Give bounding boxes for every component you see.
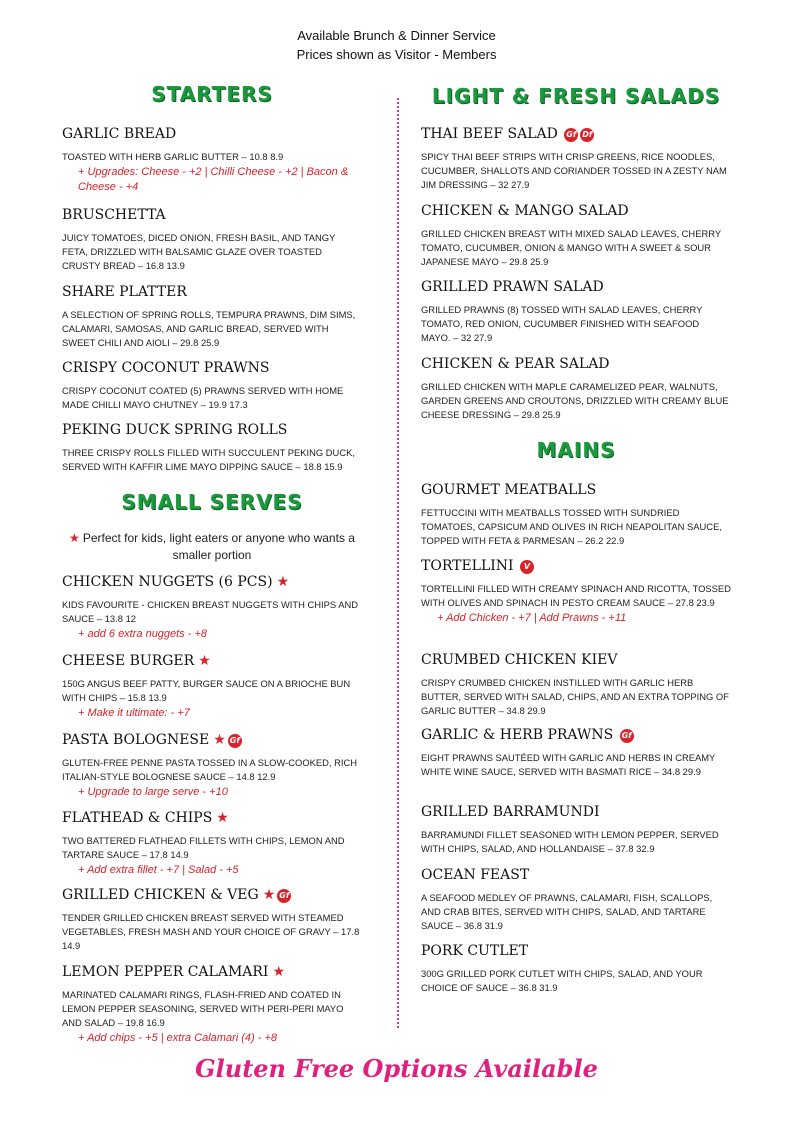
gluten-free-badge-icon: Gf — [564, 128, 578, 142]
column-divider — [397, 98, 399, 1028]
item-name: CHICKEN & MANGO SALAD — [421, 203, 629, 219]
item-name: CRUMBED CHICKEN KIEV — [421, 652, 618, 668]
item-description: GRILLED PRAWNS (8) TOSSED WITH SALAD LEAVES, CHERRY TOMATO, RED ONION, CUCUMBER FINISHED WITH SEAFOOD MAYO. – 32 27.9 — [421, 304, 703, 343]
dairy-free-badge-icon: Df — [580, 128, 594, 142]
star-icon: ★ — [69, 531, 80, 545]
item-name-row — [62, 963, 362, 981]
item-upgrade: + add 6 extra nuggets - +8 — [78, 628, 208, 640]
item-description: EIGHT PRAWNS SAUTÉED WITH GARLIC AND HERBS IN CREAMY WHITE WINE SAUCE, SERVED WITH BASMATI RICE – 34.8 29.9 — [421, 752, 716, 777]
item-name-row — [421, 726, 731, 744]
item-description: 300G GRILLED PORK CUTLET WITH CHIPS, SALAD, AND YOUR CHOICE OF SAUCE – 36.8 31.9 — [421, 968, 703, 993]
item-name: LEMON PEPPER CALAMARI — [62, 964, 269, 980]
item-upgrade: + Add extra fillet - +7 | Salad - +5 — [78, 864, 239, 876]
star-icon: ★ — [276, 574, 290, 590]
star-icon: ★ — [213, 732, 226, 748]
item-name-row — [62, 652, 362, 670]
item-name: PEKING DUCK SPRING ROLLS — [62, 422, 288, 438]
item-name: GARLIC BREAD — [62, 126, 177, 142]
item-name-row — [62, 886, 362, 904]
item-description: TOASTED WITH HERB GARLIC BUTTER – 10.8 8.9 — [62, 151, 284, 162]
menu-item-pasta-bolognese — [62, 731, 362, 800]
item-description: BARRAMUNDI FILLET SEASONED WITH LEMON PEPPER, SERVED WITH CHIPS, SALAD, AND HOLLANDAISE – 37.8 32.9 — [421, 829, 719, 854]
item-name-row — [421, 557, 731, 575]
item-description: GRILLED CHICKEN WITH MAPLE CARAMELIZED PEAR, WALNUTS, GARDEN GREENS AND CROUTONS, DRIZZLED WITH CREAMY BLUE CHEESE DRESSING – 29.8 25.9 — [421, 381, 729, 420]
menu-item-chicken-nuggets — [62, 573, 362, 642]
item-name: GRILLED BARRAMUNDI — [421, 804, 600, 820]
item-upgrade: + Upgrades: Cheese - +2 | Chilli Cheese - +2 | Bacon & Cheese - +4 — [78, 166, 349, 193]
star-icon: ★ — [198, 653, 211, 669]
section-title-salads: LIGHT & FRESH SALADS — [431, 84, 721, 108]
item-name: FLATHEAD & CHIPS — [62, 810, 213, 826]
menu-item-grilled-chicken-veg — [62, 886, 362, 953]
section-title-starters: STARTERS — [151, 82, 273, 106]
item-upgrade: + Add chips - +5 | extra Calamari (4) - +8 — [78, 1032, 278, 1044]
item-description: SPICY THAI BEEF STRIPS WITH CRISP GREENS, RICE NOODLES, CUCUMBER, SHALLOTS AND CORIANDER TOSSED IN A ZESTY NAM JIM DRESSING – 32 27.9 — [421, 151, 727, 190]
item-name: PORK CUTLET — [421, 943, 529, 959]
menu-item-share-platter — [62, 283, 362, 350]
item-description: THREE CRISPY ROLLS FILLED WITH SUCCULENT PEKING DUCK, SERVED WITH KAFFIR LIME MAYO DIPPING SAUCE – 18.8 15.9 — [62, 447, 355, 472]
item-description: CRISPY COCONUT COATED (5) PRAWNS SERVED WITH HOME MADE CHILLI MAYO CHUTNEY – 19.9 17.3 — [62, 385, 344, 410]
star-icon: ★ — [262, 887, 276, 903]
menu-item-bruschetta — [62, 206, 362, 273]
item-name: BRUSCHETTA — [62, 207, 166, 223]
menu-item-chicken-pear-salad — [421, 355, 731, 422]
item-upgrade: + Add Chicken - +7 | Add Prawns - +11 — [437, 612, 627, 624]
menu-item-crumbed-chicken-kiev — [421, 651, 731, 718]
menu-item-chicken-mango-salad — [421, 202, 731, 269]
item-description: FETTUCCINI WITH MEATBALLS TOSSED WITH SUNDRIED TOMATOES, CAPSICUM AND OLIVES IN RICH NEAPOLITAN SAUCE, TOPPED WITH FETA & PARMESAN – 26.2 22.9 — [421, 507, 722, 546]
note-text: Perfect for kids, light eaters or anyone who wants a smaller portion — [82, 531, 355, 562]
item-name: TORTELLINI — [421, 558, 514, 574]
menu-item-pork-cutlet — [421, 942, 731, 995]
item-name: OCEAN FEAST — [421, 867, 530, 883]
item-description: CRISPY CRUMBED CHICKEN INSTILLED WITH GARLIC HERB BUTTER, SERVED WITH SALAD, CHIPS, AND AN EXTRA TOPPING OF GARLIC BUTTER – 34.8 29.9 — [421, 677, 729, 716]
star-icon: ★ — [272, 964, 286, 980]
item-name-row — [62, 809, 362, 827]
item-upgrade: + Make it ultimate: - +7 — [78, 707, 190, 719]
menu-item-tortellini — [421, 557, 731, 626]
item-name: CRISPY COCONUT PRAWNS — [62, 360, 270, 376]
item-description: GLUTEN-FREE PENNE PASTA TOSSED IN A SLOW-COOKED, RICH ITALIAN-STYLE BOLOGNESE SAUCE – 14.8 12.9 — [62, 757, 358, 782]
header-line-service: Available Brunch & Dinner Service — [297, 28, 496, 43]
item-description: JUICY TOMATOES, DICED ONION, FRESH BASIL, AND TANGY FETA, DRIZZLED WITH BALSAMIC GLAZE OVER TOASTED CRUSTY BREAD – 16.8 13.9 — [62, 232, 336, 271]
item-name-row — [421, 125, 731, 143]
item-description: 150G ANGUS BEEF PATTY, BURGER SAUCE ON A BRIOCHE BUN WITH CHIPS – 15.8 13.9 — [62, 678, 351, 703]
item-upgrade: + Upgrade to large serve - +10 — [78, 786, 228, 798]
item-name-row — [62, 573, 362, 591]
menu-item-thai-beef-salad — [421, 125, 731, 192]
item-name: CHEESE BURGER — [62, 653, 195, 669]
menu-item-flathead-chips — [62, 809, 362, 878]
item-name: THAI BEEF SALAD — [421, 126, 558, 142]
gluten-free-footer: Gluten Free Options Available — [195, 1054, 598, 1083]
item-description: A SELECTION OF SPRING ROLLS, TEMPURA PRAWNS, DIM SIMS, CALAMARI, SAMOSAS, AND GARLIC BREAD, SERVED WITH SWEET CHILI AND AIOLI – 29.8 25.9 — [62, 309, 356, 348]
item-name: CHICKEN & PEAR SALAD — [421, 356, 610, 372]
item-description: KIDS FAVOURITE - CHICKEN BREAST NUGGETS WITH CHIPS AND SAUCE – 13.8 12 — [62, 599, 359, 624]
section-title-small-serves: SMALL SERVES — [121, 490, 303, 514]
menu-item-grilled-prawn-salad — [421, 278, 731, 345]
menu-item-gourmet-meatballs — [421, 481, 731, 548]
item-name: GRILLED PRAWN SALAD — [421, 279, 604, 295]
gluten-free-badge-icon: Gf — [277, 889, 291, 903]
item-description: MARINATED CALAMARI RINGS, FLASH-FRIED AND COATED IN LEMON PEPPER SEASONING, SERVED WITH PERI-PERI MAYO AND SALAD – 19.8 16.9 — [62, 989, 344, 1028]
item-name: CHICKEN NUGGETS (6 PCS) — [62, 574, 273, 590]
item-description: TENDER GRILLED CHICKEN BREAST SERVED WITH STEAMED VEGETABLES, FRESH MASH AND YOUR CHOICE OF GRAVY – 17.8 14.9 — [62, 912, 360, 951]
section-title-mains: MAINS — [536, 438, 616, 462]
menu-item-grilled-barramundi — [421, 803, 731, 856]
item-name: GOURMET MEATBALLS — [421, 482, 597, 498]
item-description: GRILLED CHICKEN BREAST WITH MIXED SALAD LEAVES, CHERRY TOMATO, CUCUMBER, ONION & MANGO WITH A SWEET & SOUR JAPANESE MAYO – 29.8 25.9 — [421, 228, 721, 267]
gluten-free-badge-icon: Gf — [228, 734, 242, 748]
menu-item-ocean-feast — [421, 866, 731, 933]
item-name: SHARE PLATTER — [62, 284, 187, 300]
menu-item-garlic-bread — [62, 125, 362, 195]
item-name: PASTA BOLOGNESE — [62, 732, 210, 748]
menu-item-lemon-pepper-calamari — [62, 963, 362, 1046]
item-name-row — [62, 731, 362, 749]
menu-item-crispy-coconut-prawns — [62, 359, 362, 412]
item-name: GRILLED CHICKEN & VEG — [62, 887, 259, 903]
item-description: A SEAFOOD MEDLEY OF PRAWNS, CALAMARI, FISH, SCALLOPS, AND CRAB BITES, SERVED WITH CHIPS, SALAD, AND TARTARE SAUCE – 36.8 31.9 — [421, 892, 713, 931]
item-description: TORTELLINI FILLED WITH CREAMY SPINACH AND RICOTTA, TOSSED WITH OLIVES AND SPINACH IN PESTO CREAM SAUCE – 27.8 23.9 — [421, 583, 731, 608]
star-icon: ★ — [216, 810, 229, 826]
item-name: GARLIC & HERB PRAWNS — [421, 727, 614, 743]
vegetarian-badge-icon: V — [520, 560, 534, 574]
menu-item-cheese-burger — [62, 652, 362, 721]
header-line-prices: Prices shown as Visitor - Members — [296, 47, 497, 62]
item-description: TWO BATTERED FLATHEAD FILLETS WITH CHIPS, LEMON AND TARTARE SAUCE – 17.8 14.9 — [62, 835, 345, 860]
menu-header — [0, 26, 793, 64]
small-serves-note — [62, 530, 362, 564]
menu-item-garlic-herb-prawns — [421, 726, 731, 779]
gluten-free-badge-icon: Gf — [620, 729, 634, 743]
menu-item-peking-duck-spring-rolls — [62, 421, 362, 474]
